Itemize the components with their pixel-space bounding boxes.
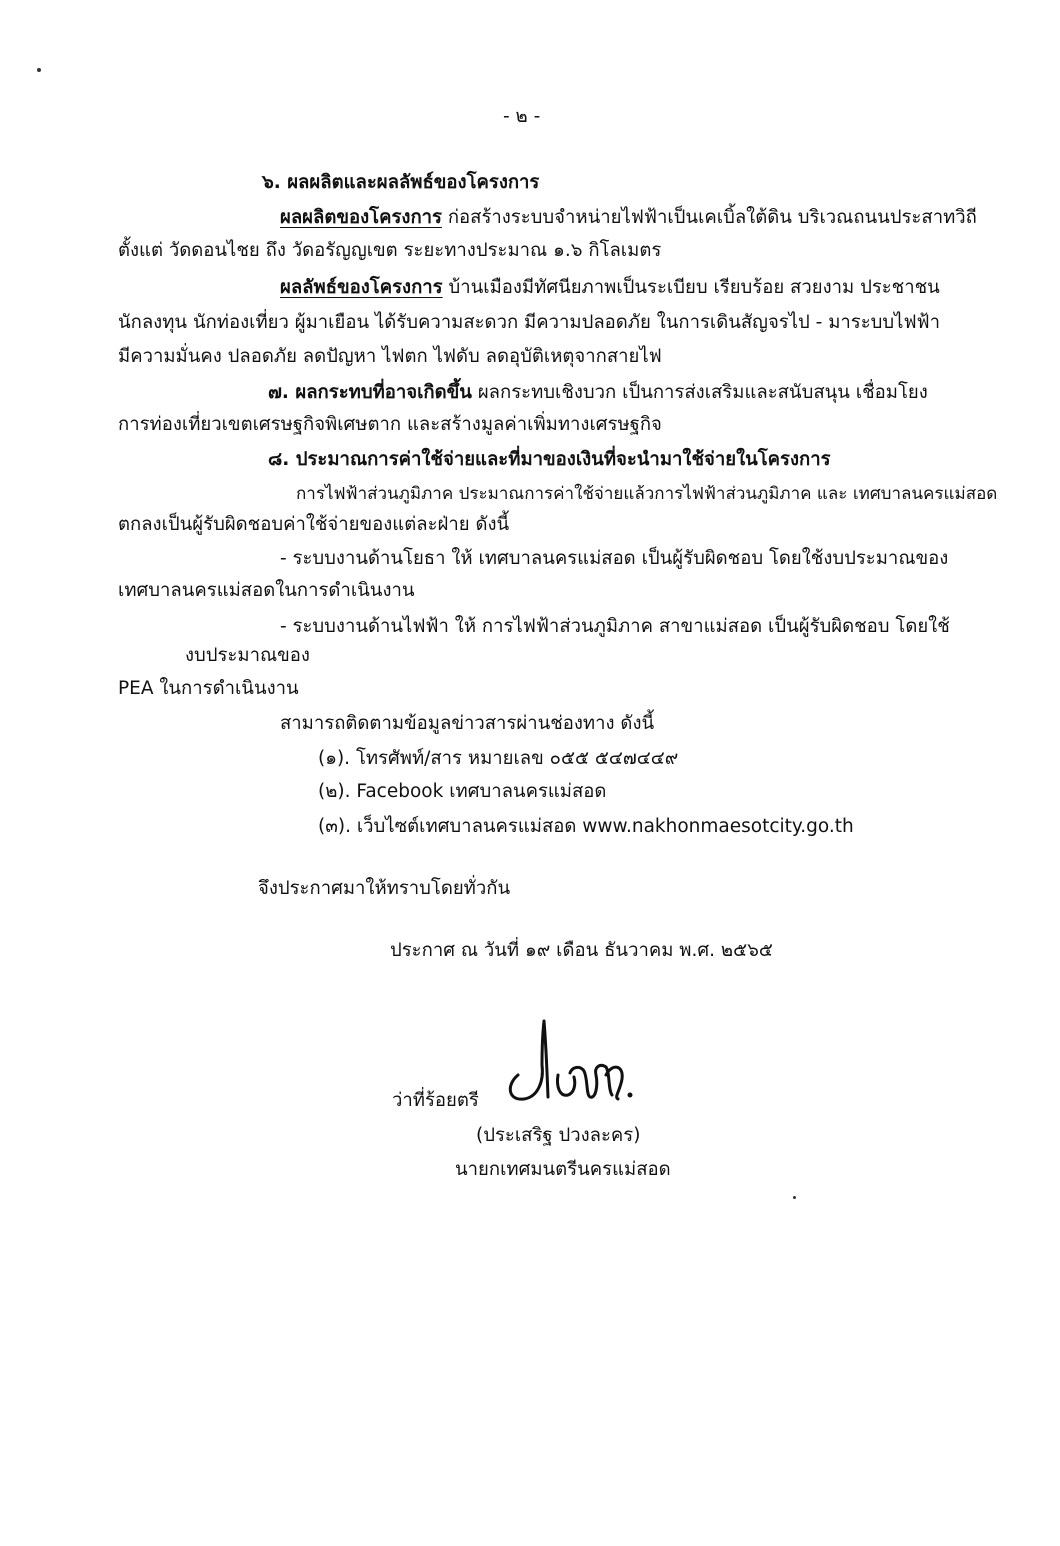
- outcome-label: ผลลัพธ์ของโครงการ: [280, 277, 443, 298]
- section6-outcome-line2: นักลงทุน นักท่องเที่ยว ผู้มาเยือน ได้รับความสะดวก มีความปลอดภัย ในการเดินสัญจรไป - มาระบบไฟฟ้า: [118, 312, 941, 333]
- output-text: ก่อสร้างระบบจำหน่ายไฟฟ้าเป็นเคเบิ้ลใต้ดิน บริเวณถนนประสาทวิถี: [441, 207, 977, 228]
- contact-intro: สามารถติดตามข้อมูลข่าวสารผ่านช่องทาง ดังนี้: [280, 713, 655, 734]
- signer-name: (ประเสริฐ ปวงละคร): [476, 1125, 641, 1146]
- section6-outcome-line1: [280, 277, 940, 299]
- contact-phone: (๑). โทรศัพท์/สาร หมายเลข ๐๕๕ ๕๔๗๔๔๙: [318, 748, 679, 769]
- contact-facebook: (๒). Facebook เทศบาลนครแม่สอด: [318, 781, 607, 802]
- section8-line2: ตกลงเป็นผู้รับผิดชอบค่าใช้จ่ายของแต่ละฝ่าย ดังนี้: [118, 514, 510, 535]
- page-number: - ๒ -: [503, 106, 541, 127]
- section6-output-line2: ตั้งแต่ วัดดอนไชย ถึง วัดอรัญญเขต ระยะทางประมาณ ๑.๖ กิโลเมตร: [118, 240, 662, 261]
- section7-line2: การท่องเที่ยวเขตเศรษฐกิจพิเศษตาก และสร้างมูลค่าเพิ่มทางเศรษฐกิจ: [118, 414, 662, 435]
- scan-speck: [793, 1196, 796, 1199]
- signer-rank: ว่าที่ร้อยตรี: [392, 1090, 479, 1111]
- section7-line1: [268, 382, 928, 404]
- section6-heading: ๖. ผลผลิตและผลลัพธ์ของโครงการ: [262, 172, 540, 193]
- section7-heading: ๗. ผลกระทบที่อาจเกิดขึ้น: [268, 382, 472, 403]
- section8-line1: การไฟฟ้าส่วนภูมิภาค ประมาณการค่าใช้จ่ายแล้วการไฟฟ้าส่วนภูมิภาค และ เทศบาลนครแม่สอด: [296, 484, 998, 504]
- signer-position: นายกเทศมนตรีนครแม่สอด: [455, 1159, 671, 1180]
- section8-civil-line1: - ระบบงานด้านโยธา ให้ เทศบาลนครแม่สอด เป็นผู้รับผิดชอบ โดยใช้งบประมาณของ: [280, 548, 949, 569]
- announcement-date: ประกาศ ณ วันที่ ๑๙ เดือน ธันวาคม พ.ศ. ๒๕๖๕: [390, 940, 773, 961]
- scan-speck: [37, 68, 41, 72]
- contact-website: (๓). เว็บไซต์เทศบาลนครแม่สอด www.nakhonmaesotcity.go.th: [318, 816, 854, 837]
- section6-outcome-line3: มีความมั่นคง ปลอดภัย ลดปัญหา ไฟตก ไฟดับ ลดอุบัติเหตุจากสายไฟ: [118, 346, 662, 367]
- section8-elec-line1: - ระบบงานด้านไฟฟ้า ให้ การไฟฟ้าส่วนภูมิภาค สาขาแม่สอด เป็นผู้รับผิดชอบ โดยใช้: [280, 616, 950, 637]
- section8-civil-line2: เทศบาลนครแม่สอดในการดำเนินงาน: [118, 580, 415, 601]
- output-label: ผลผลิตของโครงการ: [280, 207, 442, 228]
- section7-text: ผลกระทบเชิงบวก เป็นการส่งเสริมและสนับสนุน เชื่อมโยง: [471, 382, 928, 403]
- handwritten-signature: [500, 1015, 650, 1110]
- closing-text: จึงประกาศมาให้ทราบโดยทั่วกัน: [258, 878, 511, 899]
- section8-elec-line3: PEA ในการดำเนินงาน: [118, 678, 299, 699]
- section6-output-line1: [280, 207, 977, 229]
- outcome-text: บ้านเมืองมีทัศนียภาพเป็นระเบียบ เรียบร้อย สวยงาม ประชาชน: [442, 277, 940, 298]
- section8-elec-line2: งบประมาณของ: [185, 645, 310, 666]
- section8-heading: ๘. ประมาณการค่าใช้จ่ายและที่มาของเงินที่จะนำมาใช้จ่ายในโครงการ: [268, 449, 831, 470]
